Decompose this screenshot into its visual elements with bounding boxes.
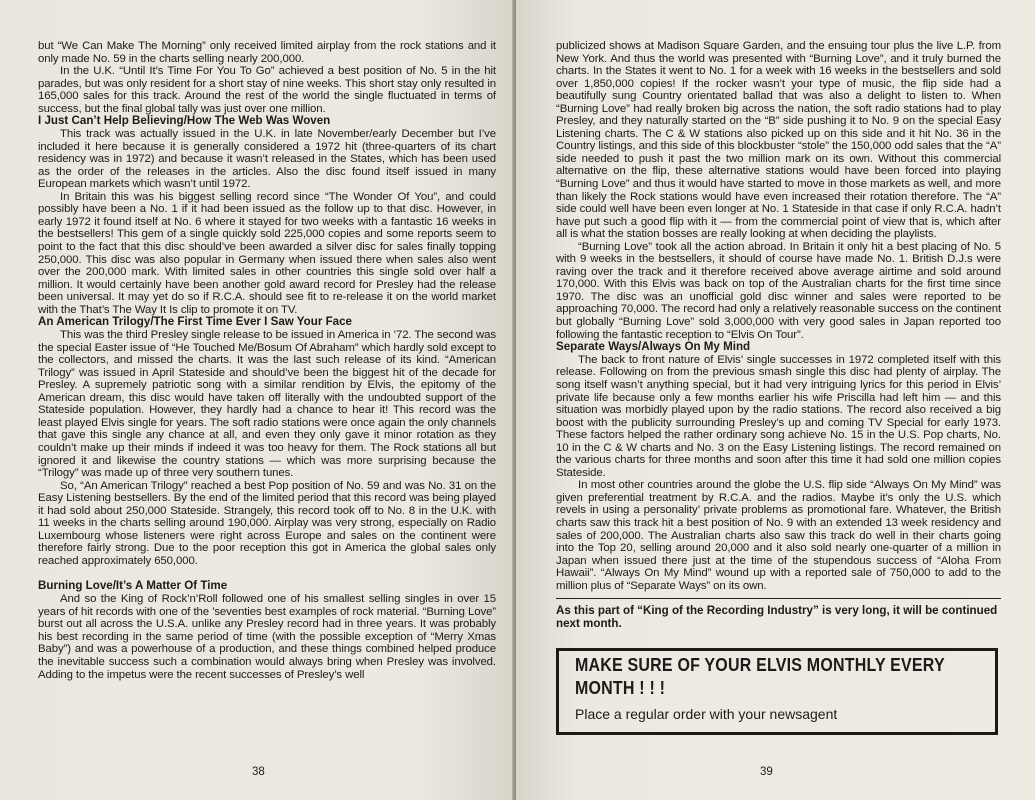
- section-heading: Burning Love/It’s A Matter Of Time: [38, 579, 228, 593]
- page-number: 39: [760, 766, 773, 778]
- right-page: [516, 0, 1035, 800]
- paragraph: So, “An American Trilogy” reached a best Pop position of No. 59 and was No. 31 on the Easy Listening bestsellers. By the end of the limited period that this record was being played it had sold about 250,000 Stateside. Strangely, this record took off to No. 8 in the U.K. with 11 weeks in the charts selling around 190,000. Airplay was very strong, especially on Radio Luxembourg whose listeners were right across Europe and sales on the continent were therefore fairly strong. Due to the poor reception this got in America the global sales only reached approximately 650,000.: [38, 479, 496, 567]
- paragraph: This track was actually issued in the U.K. in late November/early December but I’ve included it here because it is generally considered a 1972 hit (three-quarters of its chart residency was in 1972) and because it wasn’t released in the States, which has been used as the order of the releases in the articles. Also the disc found itself issued in many European markets which wasn’t until 1972.: [38, 128, 496, 191]
- page-number: 38: [252, 766, 265, 778]
- paragraph: The back to front nature of Elvis’ single successes in 1972 completed itself with this release. Following on from the previous smash single this disc had plenty of airplay. The song itself wasn’t anything special, but it had very intriguing lyrics for this period in Elvis’ private life because only a few months earlier his wife Priscilla had left him — and this situation was morbidly played upon by the radio stations. The record also received a big boost with the publicity surrounding Presley’s up and coming TV Special for early 1973. These factors helped the rather ordinary song achieve No. 15 in the U.S. Pop charts, No. 10 in the C & W charts and No. 3 on the Easy Listening listings. The record remained on the various charts for three months and soon after this time it had sold one million copies Stateside.: [556, 353, 1001, 479]
- paragraph: publicized shows at Madison Square Garden, and the ensuing tour plus the live L.P. from New York. And thus the world was presented with “Burning Love”, and it truly burned the charts. In the States it went to No. 1 for a week with 16 weeks in the bestsellers and sold over 1,850,000 copies! If the rocker wasn’t your type of music, the flip side had a beautifully sung Country orientated ballad that was also a delight to listen to. When “Burning Love” had really broken big across the nation, the soft radio stations had to play Presley, and they naturally started on the “B” side pushing it to No. 9 on the special Easy Listening charts. The C & W stations also picked up on this side and it hit No. 36 in the Country listings, and this side of this blockbuster “stole” the 150,000 odd sales that the “A” side needed to push it past the two million mark on its own. Without this commercial alternative on the flip, these alternative stations would have been forced into playing “Burning Love” and thus it would have started to move in those markets as well, and more than likely the Rock stations would have even increased their rotation therefore. The “A” side could well have been even longer at No. 1 Stateside in that case if only R.C.A. hadn’t have put such a good flip with it — from the commercial point of view that is, which after all is what the station bosses are really looking at when deciding the playlists.: [556, 40, 1001, 241]
- promo-subtitle: Place a regular order with your newsagent: [575, 706, 838, 723]
- continued-notice: As this part of “King of the Recording Industry” is very long, it will be continued next month.: [556, 604, 998, 631]
- paragraph: And so the King of Rock’n’Roll followed one of his smallest selling singles in over 15 years of hit records with one of the ’seventies best examples of rock material. “Burning Love” burst out all across the U.S.A. unlike any Presley record had in three years. It was probably his best recording in the same period of time (with the possible exception of “Merry Xmas Baby”) and was a powerhouse of a production, and these things combined helped produce the inevitable success such a combination would always bring when Presley was involved. Adding to the impetus were the recent successes of Presley’s well: [38, 593, 496, 681]
- section-heading: Separate Ways/Always On My Mind: [556, 340, 751, 354]
- left-page: [0, 0, 514, 800]
- paragraph: In Britain this was his biggest selling record since “The Wonder Of You”, and could possibly have been a No. 1 if it had been issued as the follow up to that disc. However, in early 1972 it found itself at No. 6 where it stayed for two weeks with a fantastic 16 weeks in the bestsellers! This gem of a single quickly sold 225,000 copies and some reports seem to point to the fact that this disc should’ve been awarded a silver disc for sales finally topping 250,000. This disc was also popular in Germany when issued there when sales also went over the 200,000 mark. With limited sales in other countries this single sold over half a million. It would certainly have been another gold award record for Presley had the release been universal. It may yet do so if R.C.A. should see fit to re-release it on the world market with the That’s The Way It Is clip to promote it on TV.: [38, 190, 496, 316]
- paragraph: “Burning Love” took all the action abroad. In Britain it only hit a best placing of No. 5 with 9 weeks in the bestsellers, it should of course have made No. 1. British D.J.s were raving over the track and it therefore received above average airtime and sold around 170,000. With this Elvis was back on top of the Australian charts for the first time since 1970. The disc was an unofficial gold disc winner and sales were reported to be approaching 70,000. The record had only a relatively reasonable success on the continent but globally “Burning Love” sold 3,000,000 with very good sales in Japan reported too following the fantastic reception to “Elvis On Tour”.: [556, 240, 1002, 341]
- paragraph: This was the third Presley single release to be issued in America in ’72. The second was the special Easter issue of “He Touched Me/Bosum Of Abraham” which hardly sold except to the collectors, and missed the charts. It was the last such release of its kind. “American Trilogy” was issued in April Stateside and should’ve been the biggest hit of the decade for Presley. A supremely patriotic song with a similar rendition by Elvis, the epitomy of the American dream, this disc would have taken off literally with the undoubted support of the Stateside population. However, they hardly had a chance to hear it! This record was the least played Elvis single for years. The soft radio stations were once again the only channels that gave this single any chance at all, and even they only gave it minor rotation as they couldn’t make up their minds if indeed it was too heavy for them. The Rock stations all but ignored it and likewise the country stations — which was more surprising because the “Trilogy” was made up of three very southern tunes.: [38, 329, 496, 480]
- section-heading: An American Trilogy/The First Time Ever I Saw Your Face: [38, 315, 352, 329]
- subscription-promo-box: [556, 648, 998, 735]
- paragraph: In most other countries around the globe the U.S. flip side “Always On My Mind” was given preferential treatment by R.C.A. and the radios. Maybe it’s only the U.S. which revels in using a personality’ private problems as promotional fare. Whatever, the British charts saw this track hit a best position of No. 9 with an extended 13 week residency and sales of 200,000. The Australian charts also saw this track do well in their charts going into the Top 20, selling around 20,000 and it also sold nearly one-quarter of a million in Japan when issued there just at the time of the stupendous success of “Aloha From Hawaii”. “Always On My Mind” wound up with a reported sale of 750,000 to add to the million plus of “Separate Ways” on its own.: [556, 479, 1001, 592]
- divider: [556, 598, 1001, 599]
- section-heading: I Just Can’t Help Believing/How The Web Was Woven: [38, 114, 331, 128]
- promo-title: MAKE SURE OF YOUR ELVIS MONTHLY EVERY MONTH ! ! !: [575, 656, 945, 700]
- paragraph: In the U.K. “Until It’s Time For You To Go” achieved a best position of No. 5 in the hit parades, but was only resident for a short stay of nine weeks. This short stay only resulted in 165,000 sales for this track. Around the rest of the world the single fluctuated in terms of success, but the final global tally was just over one million.: [38, 65, 496, 115]
- paragraph: but “We Can Make The Morning” only received limited airplay from the rock stations and it only made No. 59 in the charts selling nearly 200,000.: [38, 40, 496, 65]
